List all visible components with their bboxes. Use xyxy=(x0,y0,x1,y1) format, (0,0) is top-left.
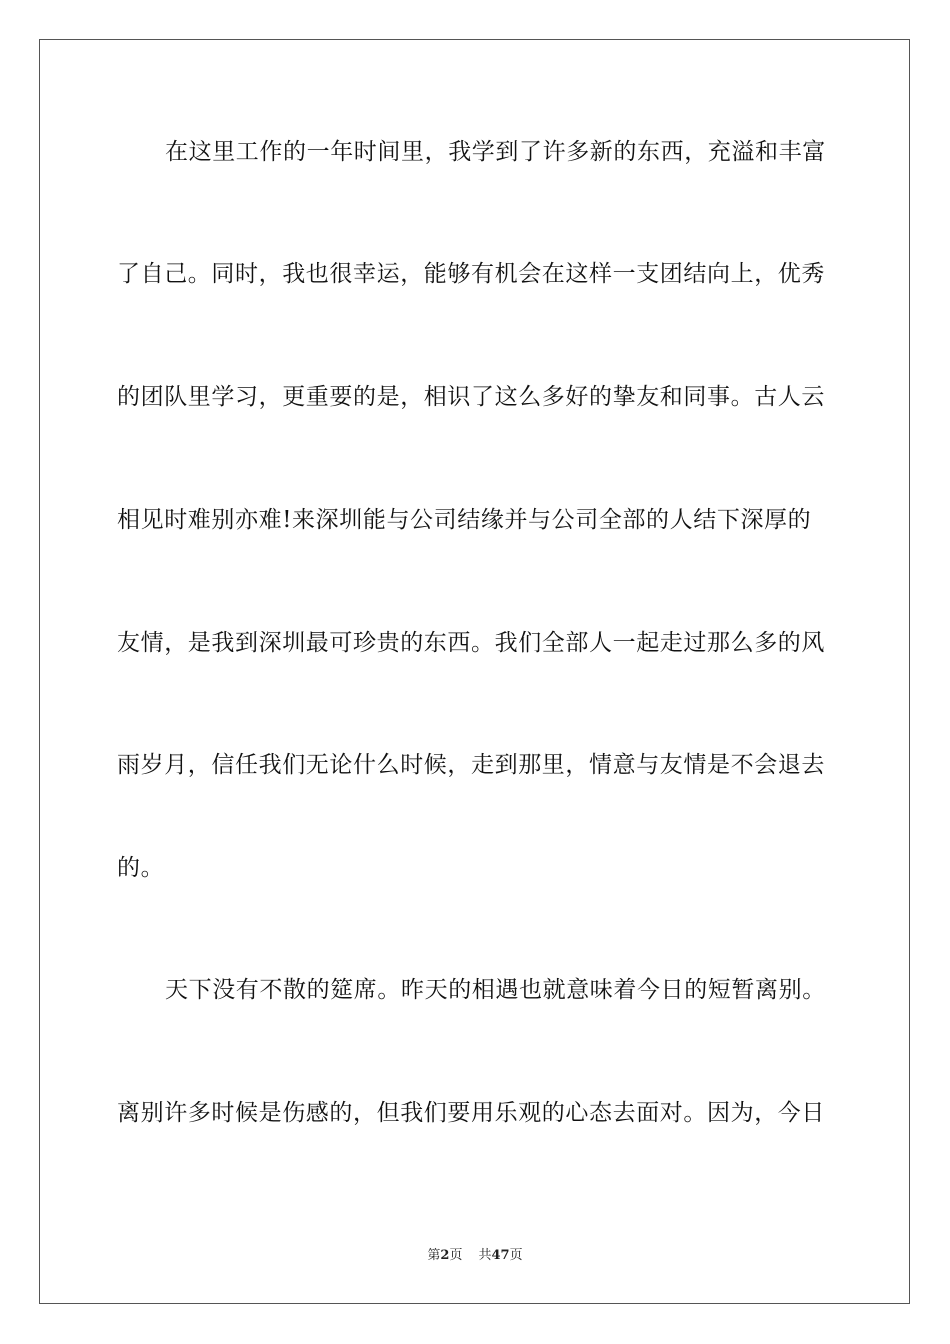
paragraph-line: 雨岁月，信任我们无论什么时候，走到那里，情意与友情是不会退去 xyxy=(117,752,825,778)
footer-page-prefix: 第 xyxy=(427,1248,441,1263)
footer-total-pages: 47 xyxy=(491,1248,510,1263)
page-footer xyxy=(0,1244,950,1263)
footer-total-prefix: 共 xyxy=(478,1248,492,1263)
paragraph-line: 天下没有不散的筵席。昨天的相遇也就意味着今日的短暂离别。 xyxy=(165,977,826,1003)
paragraph-line: 离别许多时候是伤感的，但我们要用乐观的心态去面对。因为，今日 xyxy=(117,1100,825,1126)
paragraph-line: 的团队里学习，更重要的是，相识了这么多好的挚友和同事。古人云 xyxy=(117,384,825,410)
paragraph-line: 在这里工作的一年时间里，我学到了许多新的东西，充溢和丰富 xyxy=(165,139,826,165)
footer-page-number: 2 xyxy=(440,1248,450,1263)
footer-page-suffix: 页 xyxy=(449,1248,463,1263)
paragraph-line: 友情，是我到深圳最可珍贵的东西。我们全部人一起走过那么多的风 xyxy=(117,630,825,656)
paragraph-line: 的。 xyxy=(117,855,165,881)
paragraph-line: 了自己。同时，我也很幸运，能够有机会在这样一支团结向上，优秀 xyxy=(117,261,825,287)
paragraph-line: 相见时难别亦难!来深圳能与公司结缘并与公司全部的人结下深厚的 xyxy=(117,507,812,533)
footer-total-suffix: 页 xyxy=(509,1248,523,1263)
